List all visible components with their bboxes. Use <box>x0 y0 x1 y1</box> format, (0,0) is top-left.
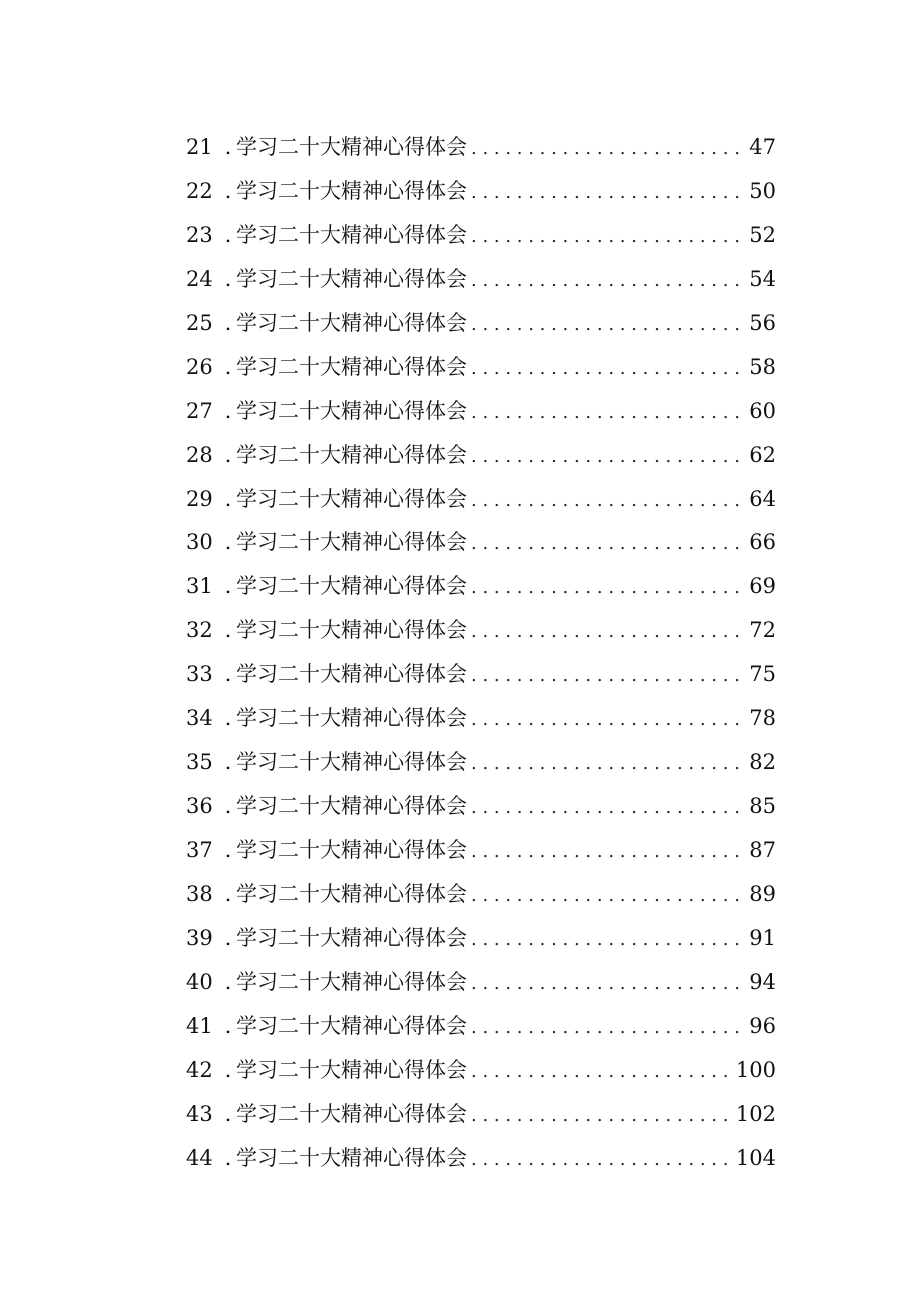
toc-entry-separator: . <box>224 530 232 555</box>
toc-entry[interactable] <box>186 170 776 214</box>
toc-entry-page-number[interactable]: 56 <box>749 310 776 335</box>
toc-entry[interactable] <box>186 565 776 609</box>
toc-entry-title[interactable]: 学习二十大精神心得体会 <box>236 881 467 906</box>
toc-entry-number: 40 <box>186 969 213 994</box>
toc-dot-leader <box>471 610 746 654</box>
toc-entry[interactable] <box>186 697 776 741</box>
toc-entry-page-number[interactable]: 89 <box>749 881 776 906</box>
toc-entry-number: 28 <box>186 442 213 467</box>
toc-entry-title[interactable]: 学习二十大精神心得体会 <box>236 925 467 950</box>
toc-entry-page-number[interactable]: 87 <box>749 838 776 862</box>
toc-entry-title[interactable]: 学习二十大精神心得体会 <box>236 1013 467 1038</box>
toc-dot-leader <box>471 962 746 1006</box>
toc-entry-separator: . <box>224 135 232 159</box>
toc-entry-title[interactable]: 学习二十大精神心得体会 <box>236 1101 467 1126</box>
toc-dot-leader <box>471 435 746 479</box>
toc-entry-number: 26 <box>186 354 213 379</box>
toc-entry[interactable] <box>186 346 776 390</box>
toc-entry[interactable] <box>186 258 776 302</box>
toc-entry-separator: . <box>224 442 232 467</box>
toc-entry-number: 35 <box>186 750 213 775</box>
toc-dot-leader <box>471 698 746 742</box>
toc-entry-separator: . <box>224 1013 232 1038</box>
toc-entry[interactable] <box>186 1049 776 1093</box>
toc-entry-number: 33 <box>186 662 213 687</box>
toc-entry-title[interactable]: 学习二十大精神心得体会 <box>236 1145 467 1170</box>
toc-entry[interactable] <box>186 609 776 653</box>
toc-entry-title[interactable]: 学习二十大精神心得体会 <box>236 398 467 423</box>
toc-entry-number: 27 <box>186 398 213 423</box>
toc-entry-title[interactable]: 学习二十大精神心得体会 <box>236 266 467 291</box>
toc-entry-number: 25 <box>186 310 213 335</box>
toc-entry-separator: . <box>224 178 232 203</box>
toc-entry-separator: . <box>224 398 232 423</box>
toc-entry[interactable] <box>186 390 776 434</box>
toc-entry-title[interactable]: 学习二十大精神心得体会 <box>236 178 467 203</box>
toc-dot-leader <box>471 1138 733 1182</box>
toc-entry-title[interactable]: 学习二十大精神心得体会 <box>236 310 467 335</box>
toc-entry-page-number[interactable]: 52 <box>749 222 776 247</box>
toc-entry-separator: . <box>224 310 232 335</box>
toc-entry-title[interactable]: 学习二十大精神心得体会 <box>236 969 467 994</box>
table-of-contents <box>186 126 776 1181</box>
toc-dot-leader <box>471 347 746 391</box>
toc-dot-leader <box>471 566 746 610</box>
toc-entry-separator: . <box>224 925 232 950</box>
toc-entry-page-number[interactable]: 47 <box>749 135 776 159</box>
toc-entry[interactable] <box>186 653 776 697</box>
toc-entry-number: 42 <box>186 1057 213 1082</box>
toc-entry[interactable] <box>186 434 776 478</box>
toc-entry-number: 21 <box>186 135 213 159</box>
toc-entry-number: 30 <box>186 530 213 555</box>
toc-dot-leader <box>471 171 746 215</box>
toc-entry-page-number[interactable]: 91 <box>749 925 776 950</box>
toc-entry-separator: . <box>224 222 232 247</box>
toc-dot-leader <box>471 1094 733 1138</box>
toc-entry-number: 36 <box>186 794 213 819</box>
toc-entry-title[interactable]: 学习二十大精神心得体会 <box>236 794 467 819</box>
toc-entry-separator: . <box>224 750 232 775</box>
toc-entry[interactable] <box>186 126 776 170</box>
toc-entry-number: 22 <box>186 178 213 203</box>
toc-entry-title[interactable]: 学习二十大精神心得体会 <box>236 750 467 775</box>
toc-entry-title[interactable]: 学习二十大精神心得体会 <box>236 662 467 687</box>
toc-entry-title[interactable]: 学习二十大精神心得体会 <box>236 1057 467 1082</box>
toc-dot-leader <box>471 522 746 566</box>
toc-entry-title[interactable]: 学习二十大精神心得体会 <box>236 838 467 862</box>
toc-entry-page-number[interactable]: 72 <box>749 618 776 643</box>
toc-entry[interactable] <box>186 873 776 917</box>
toc-entry-page-number[interactable]: 82 <box>749 750 776 775</box>
toc-entry-page-number[interactable]: 78 <box>749 706 776 731</box>
toc-entry-separator: . <box>224 618 232 643</box>
toc-entry-page-number[interactable]: 62 <box>749 442 776 467</box>
toc-entry-number: 31 <box>186 574 213 599</box>
toc-entry-title[interactable]: 学习二十大精神心得体会 <box>236 442 467 467</box>
toc-entry-number: 32 <box>186 618 213 643</box>
toc-entry-number: 43 <box>186 1101 213 1126</box>
toc-entry[interactable] <box>186 1005 776 1049</box>
toc-entry-page-number[interactable]: 100 <box>735 1057 776 1082</box>
toc-entry[interactable] <box>186 214 776 258</box>
toc-entry[interactable] <box>186 521 776 565</box>
toc-entry-page-number[interactable]: 102 <box>735 1101 776 1126</box>
toc-entry-number: 24 <box>186 266 213 291</box>
toc-entry-page-number[interactable]: 96 <box>749 1013 776 1038</box>
toc-entry-separator: . <box>224 486 232 511</box>
toc-entry-title[interactable]: 学习二十大精神心得体会 <box>236 530 467 555</box>
toc-entry-separator: . <box>224 881 232 906</box>
toc-entry-title[interactable]: 学习二十大精神心得体会 <box>236 618 467 643</box>
toc-entry-page-number[interactable]: 94 <box>749 969 776 994</box>
toc-entry-title[interactable]: 学习二十大精神心得体会 <box>236 706 467 731</box>
toc-dot-leader <box>471 918 746 962</box>
toc-entry[interactable] <box>186 741 776 785</box>
toc-entry-page-number[interactable]: 60 <box>749 398 776 423</box>
toc-entry-separator: . <box>224 1101 232 1126</box>
toc-dot-leader <box>471 1006 746 1050</box>
toc-entry-page-number[interactable]: 50 <box>749 178 776 203</box>
toc-entry-separator: . <box>224 1057 232 1082</box>
toc-entry-title[interactable]: 学习二十大精神心得体会 <box>236 222 467 247</box>
toc-dot-leader <box>471 303 746 347</box>
toc-entry-page-number[interactable]: 64 <box>749 486 776 511</box>
toc-entry-page-number[interactable]: 85 <box>749 794 776 819</box>
toc-entry-page-number[interactable]: 69 <box>749 574 776 599</box>
toc-entry-page-number[interactable]: 104 <box>735 1145 776 1170</box>
toc-entry-separator: . <box>224 969 232 994</box>
toc-entry-page-number[interactable]: 75 <box>749 662 776 687</box>
toc-entry-page-number[interactable]: 66 <box>749 530 776 555</box>
toc-dot-leader <box>471 830 746 874</box>
toc-entry[interactable] <box>186 1093 776 1137</box>
toc-entry-title[interactable]: 学习二十大精神心得体会 <box>236 486 467 511</box>
toc-entry-separator: . <box>224 266 232 291</box>
toc-entry-number: 29 <box>186 486 213 511</box>
toc-entry-number: 23 <box>186 222 213 247</box>
toc-dot-leader <box>471 479 746 523</box>
toc-entry-number: 37 <box>186 838 213 862</box>
toc-entry[interactable] <box>186 829 776 873</box>
toc-dot-leader <box>471 391 746 435</box>
toc-entry-number: 44 <box>186 1145 213 1170</box>
toc-dot-leader <box>471 786 746 830</box>
toc-entry-separator: . <box>224 838 232 862</box>
toc-entry-separator: . <box>224 574 232 599</box>
toc-entry-title[interactable]: 学习二十大精神心得体会 <box>236 574 467 599</box>
toc-entry-separator: . <box>224 662 232 687</box>
toc-entry[interactable] <box>186 478 776 522</box>
toc-entry[interactable] <box>186 785 776 829</box>
toc-entry-separator: . <box>224 354 232 379</box>
toc-entry[interactable] <box>186 961 776 1005</box>
toc-entry-number: 39 <box>186 925 213 950</box>
toc-entry-number: 34 <box>186 706 213 731</box>
toc-entry-number: 41 <box>186 1013 213 1038</box>
toc-entry-title[interactable]: 学习二十大精神心得体会 <box>236 354 467 379</box>
toc-entry[interactable] <box>186 302 776 346</box>
toc-entry-separator: . <box>224 706 232 731</box>
toc-dot-leader <box>471 259 746 303</box>
toc-entry[interactable] <box>186 917 776 961</box>
toc-entry-title[interactable]: 学习二十大精神心得体会 <box>236 135 467 159</box>
toc-entry[interactable] <box>186 1137 776 1181</box>
toc-entry-page-number[interactable]: 58 <box>749 354 776 379</box>
toc-entry-separator: . <box>224 794 232 819</box>
toc-entry-separator: . <box>224 1145 232 1170</box>
toc-entry-number: 38 <box>186 881 213 906</box>
toc-dot-leader <box>471 874 746 918</box>
toc-dot-leader <box>471 127 746 171</box>
toc-dot-leader <box>471 742 746 786</box>
toc-dot-leader <box>471 1050 733 1094</box>
toc-entry-page-number[interactable]: 54 <box>749 266 776 291</box>
toc-dot-leader <box>471 215 746 259</box>
toc-dot-leader <box>471 654 746 698</box>
